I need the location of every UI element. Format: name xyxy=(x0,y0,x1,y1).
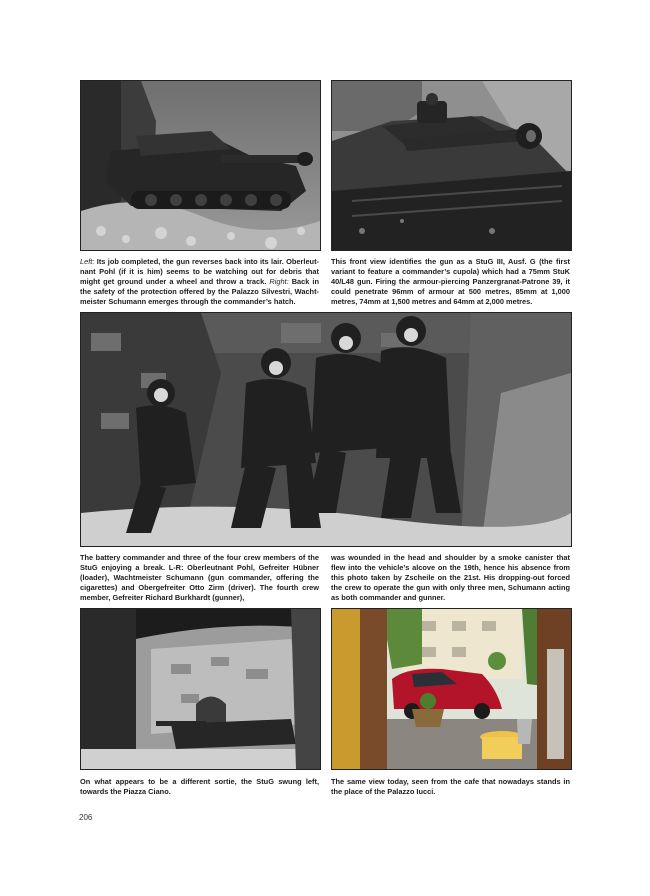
caption-top-left-right-label: Right: xyxy=(269,277,289,286)
page-number: 206 xyxy=(79,813,93,822)
caption-top-left-text-2: Back in the safety of the protection offered by the Palazzo Silvestri, Wacht-meister Schumann emerges through the commander’s hatch. xyxy=(80,277,319,306)
photo-stug-front-view xyxy=(331,80,572,251)
caption-top-left-left-label: Left: xyxy=(80,257,95,266)
photo-cafe-view-today xyxy=(331,608,572,770)
caption-middle-left: The battery commander and three of the four crew members of the StuG enjoying a break. L-R: Oberleutnant Pohl, Gefreiter Hübner (loader), Wachtmeister Schumann (gun commander, offering the cigarettes) and Obergefreiter Otto Zirm (driver). The fourth crew member, Gefreiter Richard Burkhardt (gunner), xyxy=(80,553,319,602)
caption-bottom-left: On what appears to be a different sortie, the StuG swung left, towards the Piazza Ciano. xyxy=(80,777,319,796)
photo-stug-alley-sortie xyxy=(80,608,321,770)
photo-stug-reversing xyxy=(80,80,321,251)
photo-crew-break xyxy=(80,312,572,547)
caption-bottom-right: The same view today, seen from the cafe that nowadays stands in the place of the Palazzo Iucci. xyxy=(331,777,570,796)
caption-top-right: This front view identifies the gun as a StuG III, Ausf. G (the first variant to feature a commander’s cupola) which had a 75mm StuK 40/L48 gun. Firing the armour-piercing Panzergranat-Patrone 39, it could penetrate 96mm of armour at 500 metres, 85mm at 1,000 metres, 74mm at 1,500 metres and 64mm at 2,000 metres. xyxy=(331,257,570,306)
caption-top-left-text-1: Its job completed, the gun reverses back into its lair. Oberleut-nant Pohl (if it is him) seems to be watching out for debris that might get ground under a wheel and throw a track. xyxy=(80,257,319,286)
caption-top-left xyxy=(80,257,319,307)
caption-middle-right: was wounded in the head and shoulder by a smoke canister that flew into the vehicle’s alcove on the 19th, hence his absence from this photo taken by Zscheile on the 21st. His dropping-out forced the crew to operate the gun with only three men, Schumann acting as both commander and gunner. xyxy=(331,553,570,602)
